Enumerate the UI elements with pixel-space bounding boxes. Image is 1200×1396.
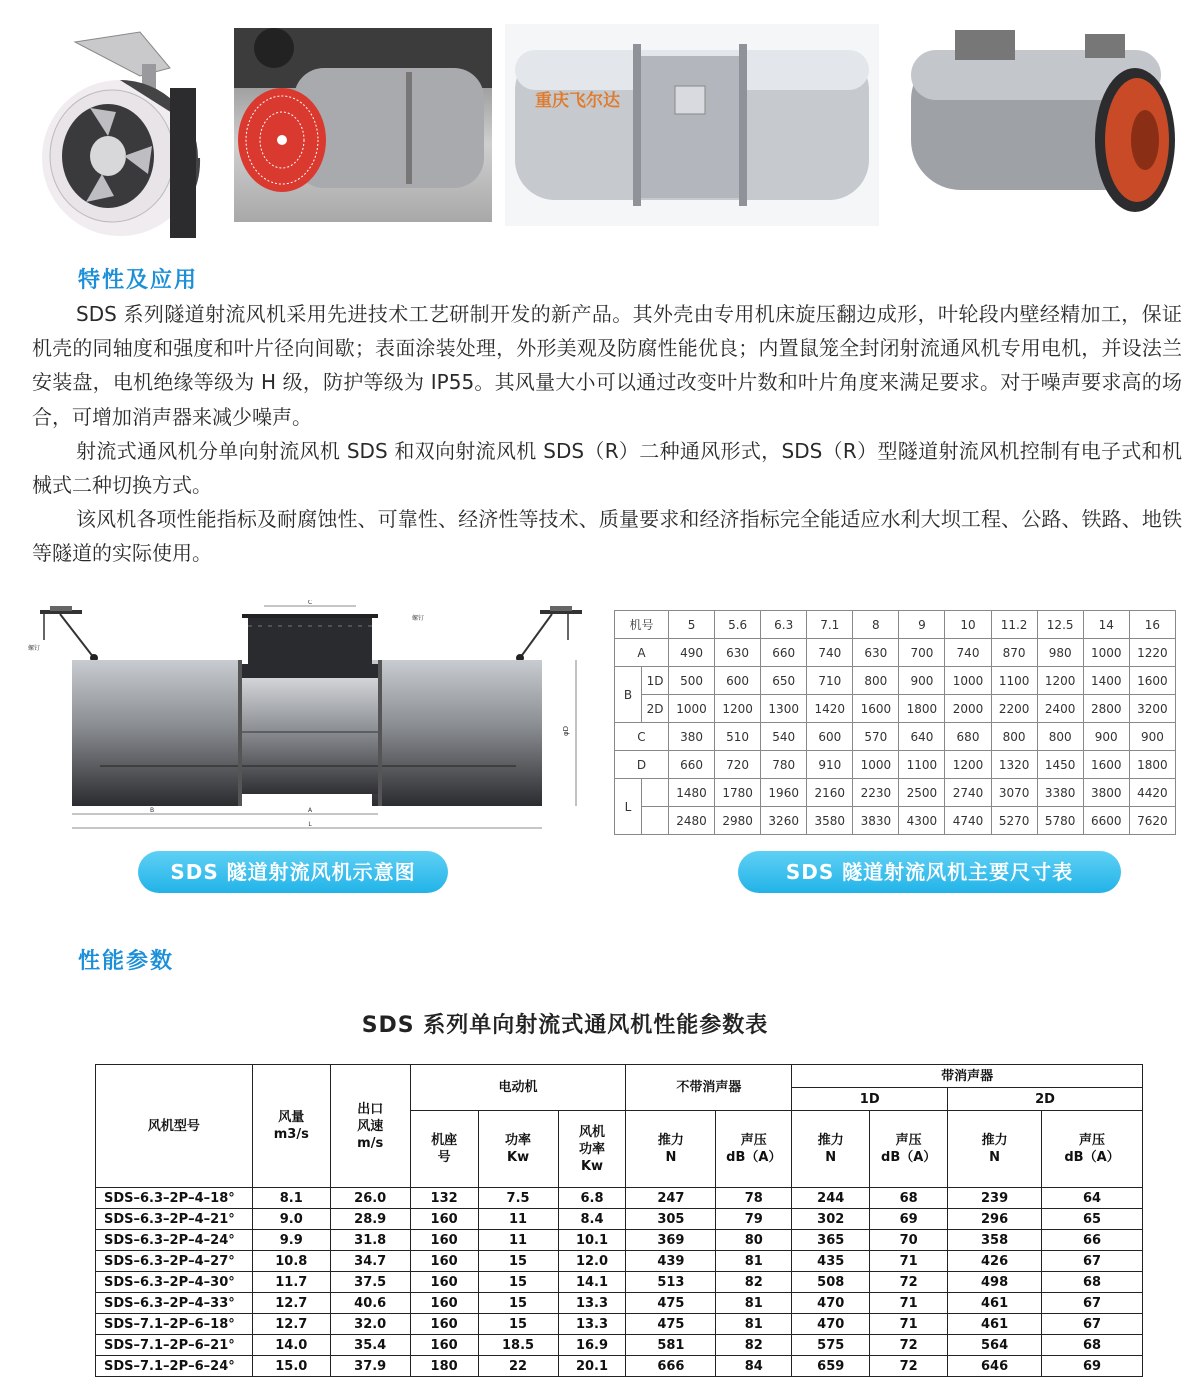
value-cell: 10.8 [252,1251,330,1272]
value-cell: 67 [1042,1314,1143,1335]
dims-cell: 2800 [1083,695,1129,723]
header-thrust: 推力 N [626,1111,716,1188]
dims-cell: 660 [761,639,807,667]
dims-cell: 1100 [899,751,945,779]
value-cell: 15 [478,1251,558,1272]
dims-cell: 740 [807,639,853,667]
value-cell: 513 [626,1272,716,1293]
model-cell: SDS–6.3–2P–4–24° [96,1230,253,1251]
dims-row-a [615,639,1176,667]
model-cell: SDS–6.3–2P–4–30° [96,1272,253,1293]
value-cell: 8.4 [558,1209,626,1230]
value-cell: 508 [792,1272,870,1293]
table-row [96,1293,1143,1314]
model-cell: SDS–6.3–2P–4–21° [96,1209,253,1230]
dims-cell: 2400 [1037,695,1083,723]
intro-paragraph: SDS 系列隧道射流风机采用先进技术工艺研制开发的新产品。其外壳由专用机床旋压翻边成形，叶轮段内壁经精加工，保证机壳的同轴度和强度和叶片径向间歇；表面涂装处理，外形美观及防腐性能优良；内置鼠笼全封闭射流通风机专用电机，并设法兰安装盘，电机绝缘等级为 H 级，防护等级为 IP55。其风量大小可以通过改变叶片数和叶片角度来满足要求。对于噪声要求高的场合，可增加消声器来减少噪声。 [32,302,1182,429]
value-cell: 22 [478,1356,558,1377]
value-cell: 160 [410,1314,478,1335]
dims-header-cell: 6.3 [761,611,807,639]
dims-header-cell: 16 [1129,611,1175,639]
dims-header-cell: 8 [853,611,899,639]
value-cell: 461 [948,1314,1042,1335]
dims-cell: 870 [991,639,1037,667]
value-cell: 68 [870,1188,948,1209]
value-cell: 78 [716,1188,792,1209]
value-cell: 81 [716,1314,792,1335]
value-cell: 82 [716,1272,792,1293]
table-row [96,1209,1143,1230]
dims-cell: 570 [853,723,899,751]
dims-cell: 1000 [1083,639,1129,667]
header-1d: 1D [792,1088,948,1111]
value-cell: 6.8 [558,1188,626,1209]
dims-cell: 1600 [1083,751,1129,779]
performance-table-title: SDS 系列单向射流式通风机性能参数表 [361,1013,769,1038]
dims-cell: 650 [761,667,807,695]
value-cell: 69 [1042,1356,1143,1377]
value-cell: 239 [948,1188,1042,1209]
value-cell: 160 [410,1293,478,1314]
dims-header-cell: 14 [1083,611,1129,639]
dims-cell: 600 [807,723,853,751]
dim-label-b: B [149,807,155,814]
dims-cell: 1000 [669,695,715,723]
value-cell: 160 [410,1335,478,1356]
performance-table [95,1064,1143,1377]
dims-cell: 720 [715,751,761,779]
value-cell: 16.9 [558,1335,626,1356]
value-cell: 247 [626,1188,716,1209]
dims-cell: 540 [761,723,807,751]
value-cell: 581 [626,1335,716,1356]
value-cell: 37.5 [330,1272,410,1293]
dims-cell: 640 [899,723,945,751]
value-cell: 70 [870,1230,948,1251]
brand-text: 重庆飞尔达 [535,91,620,111]
value-cell: 12.7 [252,1293,330,1314]
dims-cell: 2160 [807,779,853,807]
header-flow: 风量 m3/s [252,1065,330,1188]
dims-cell: 1600 [1129,667,1175,695]
dims-row-d [615,751,1176,779]
dims-cell: 3830 [853,807,899,835]
dims-sub-label: 1D [642,667,669,695]
value-cell: 13.3 [558,1314,626,1335]
dims-cell: 4300 [899,807,945,835]
dims-sub-label: 2D [642,695,669,723]
dim-label-a: A [307,807,313,814]
dims-row-b [615,667,1176,695]
value-cell: 439 [626,1251,716,1272]
dims-cell: 380 [669,723,715,751]
header-with-silencer: 带消声器 [792,1065,1143,1088]
dims-cell: 5780 [1037,807,1083,835]
dim-label-d: φD [562,725,570,736]
dims-cell: 1200 [715,695,761,723]
fan-photo-front [20,28,220,238]
value-cell: 15 [478,1272,558,1293]
value-cell: 68 [1042,1272,1143,1293]
dims-sub-label [642,807,669,835]
dims-cell: 3800 [1083,779,1129,807]
note-left: 螺钉 [28,645,41,652]
value-cell: 475 [626,1314,716,1335]
header-spl-2d: 声压 dB（A） [1042,1111,1143,1188]
value-cell: 67 [1042,1293,1143,1314]
caption-schematic: SDS 隧道射流风机示意图 [138,851,448,893]
dims-cell: 1000 [853,751,899,779]
dims-cell: 800 [991,723,1037,751]
dims-cell: 900 [1083,723,1129,751]
dims-cell: 800 [1037,723,1083,751]
value-cell: 575 [792,1335,870,1356]
value-cell: 13.3 [558,1293,626,1314]
header-no-silencer: 不带消声器 [626,1065,792,1111]
model-cell: SDS–7.1–2P–6–21° [96,1335,253,1356]
dims-row-label: C [615,723,669,751]
dims-cell: 1600 [853,695,899,723]
value-cell: 80 [716,1230,792,1251]
header-fan-power: 风机 功率 Kw [558,1111,626,1188]
value-cell: 470 [792,1314,870,1335]
dims-cell: 780 [761,751,807,779]
value-cell: 66 [1042,1230,1143,1251]
dims-cell: 7620 [1129,807,1175,835]
fan-photo-brand [505,24,879,226]
dims-cell: 980 [1037,639,1083,667]
dims-cell: 700 [899,639,945,667]
intro-text [32,297,1182,571]
value-cell: 68 [1042,1335,1143,1356]
value-cell: 64 [1042,1188,1143,1209]
table-row [96,1230,1143,1251]
dims-cell: 1800 [1129,751,1175,779]
dims-cell: 1220 [1129,639,1175,667]
value-cell: 10.1 [558,1230,626,1251]
table-row [96,1356,1143,1377]
dims-cell: 680 [945,723,991,751]
dims-cell: 740 [945,639,991,667]
fan-photo-orange-inner [895,20,1185,220]
dims-cell: 3380 [1037,779,1083,807]
value-cell: 12.7 [252,1314,330,1335]
dims-row-label: L [615,779,642,835]
dims-row-label: A [615,639,669,667]
dims-header-label: 机号 [615,611,669,639]
table-row [96,1188,1143,1209]
value-cell: 15 [478,1293,558,1314]
header-spl: 声压 dB（A） [716,1111,792,1188]
dims-cell: 2500 [899,779,945,807]
value-cell: 40.6 [330,1293,410,1314]
value-cell: 26.0 [330,1188,410,1209]
value-cell: 35.4 [330,1335,410,1356]
value-cell: 72 [870,1356,948,1377]
dims-row-b [615,695,1176,723]
dims-cell: 2200 [991,695,1037,723]
value-cell: 65 [1042,1209,1143,1230]
value-cell: 244 [792,1188,870,1209]
value-cell: 15.0 [252,1356,330,1377]
dims-cell: 490 [669,639,715,667]
value-cell: 79 [716,1209,792,1230]
table-row [96,1272,1143,1293]
dims-cell: 1780 [715,779,761,807]
value-cell: 160 [410,1230,478,1251]
dims-cell: 710 [807,667,853,695]
dims-cell: 600 [715,667,761,695]
value-cell: 31.8 [330,1230,410,1251]
value-cell: 71 [870,1251,948,1272]
value-cell: 365 [792,1230,870,1251]
value-cell: 82 [716,1335,792,1356]
value-cell: 84 [716,1356,792,1377]
dims-header-cell: 9 [899,611,945,639]
value-cell: 9.9 [252,1230,330,1251]
table-row [96,1335,1143,1356]
model-cell: SDS–6.3–2P–4–33° [96,1293,253,1314]
dims-header-cell: 11.2 [991,611,1037,639]
dims-cell: 660 [669,751,715,779]
dims-cell: 1320 [991,751,1037,779]
dims-cell: 900 [899,667,945,695]
dims-cell: 1000 [945,667,991,695]
value-cell: 369 [626,1230,716,1251]
dims-cell: 1400 [1083,667,1129,695]
dims-cell: 1200 [945,751,991,779]
dims-cell: 3260 [761,807,807,835]
dims-cell: 4420 [1129,779,1175,807]
dims-row-label: B [615,667,642,723]
value-cell: 435 [792,1251,870,1272]
value-cell: 18.5 [478,1335,558,1356]
value-cell: 180 [410,1356,478,1377]
value-cell: 11 [478,1230,558,1251]
header-base: 机座 号 [410,1111,478,1188]
dims-cell: 1420 [807,695,853,723]
dim-label-c: C [307,600,313,606]
value-cell: 71 [870,1293,948,1314]
dims-cell: 910 [807,751,853,779]
value-cell: 475 [626,1293,716,1314]
note-top: 螺钉 [412,615,425,622]
value-cell: 15 [478,1314,558,1335]
dims-cell: 1100 [991,667,1037,695]
dims-row-label: D [615,751,669,779]
value-cell: 81 [716,1293,792,1314]
dims-cell: 2230 [853,779,899,807]
value-cell: 71 [870,1314,948,1335]
dims-sub-label [642,779,669,807]
header-spl-1d: 声压 dB（A） [870,1111,948,1188]
dims-cell: 1300 [761,695,807,723]
value-cell: 7.5 [478,1188,558,1209]
value-cell: 305 [626,1209,716,1230]
value-cell: 470 [792,1293,870,1314]
dim-label-l: L [308,821,312,828]
header-speed: 出口 风速 m/s [330,1065,410,1188]
dims-cell: 2980 [715,807,761,835]
fan-photo-red-grille [234,28,492,222]
value-cell: 69 [870,1209,948,1230]
dims-cell: 1450 [1037,751,1083,779]
dims-cell: 2740 [945,779,991,807]
model-cell: SDS–7.1–2P–6–24° [96,1356,253,1377]
dims-cell: 5270 [991,807,1037,835]
value-cell: 9.0 [252,1209,330,1230]
model-cell: SDS–6.3–2P–4–18° [96,1188,253,1209]
value-cell: 34.7 [330,1251,410,1272]
value-cell: 498 [948,1272,1042,1293]
header-motor: 电动机 [410,1065,626,1111]
value-cell: 160 [410,1272,478,1293]
intro-paragraph: 该风机各项性能指标及耐腐蚀性、可靠性、经济性等技术、质量要求和经济指标完全能适应水利大坝工程、公路、铁路、地铁等隧道的实际使用。 [32,507,1182,566]
dims-cell: 2480 [669,807,715,835]
value-cell: 659 [792,1356,870,1377]
header-model: 风机型号 [96,1065,253,1188]
dims-header-cell: 7.1 [807,611,853,639]
value-cell: 14.0 [252,1335,330,1356]
dims-row-l [615,807,1176,835]
dims-cell: 500 [669,667,715,695]
header-2d: 2D [948,1088,1143,1111]
value-cell: 296 [948,1209,1042,1230]
fan-schematic [20,600,590,845]
section-title-features: 特性及应用 [78,268,199,293]
model-cell: SDS–6.3–2P–4–27° [96,1251,253,1272]
dims-cell: 1800 [899,695,945,723]
dims-header-row [615,611,1176,639]
dims-row-l [615,779,1176,807]
header-thrust-2d: 推力 N [948,1111,1042,1188]
dims-cell: 630 [715,639,761,667]
dims-cell: 4740 [945,807,991,835]
dims-cell: 3580 [807,807,853,835]
value-cell: 666 [626,1356,716,1377]
value-cell: 160 [410,1209,478,1230]
value-cell: 32.0 [330,1314,410,1335]
table-row [96,1251,1143,1272]
value-cell: 14.1 [558,1272,626,1293]
value-cell: 72 [870,1272,948,1293]
value-cell: 67 [1042,1251,1143,1272]
dims-cell: 800 [853,667,899,695]
value-cell: 20.1 [558,1356,626,1377]
product-photos [0,0,1200,240]
value-cell: 28.9 [330,1209,410,1230]
caption-dimension-table: SDS 隧道射流风机主要尺寸表 [738,851,1121,893]
value-cell: 37.9 [330,1356,410,1377]
dims-cell: 3200 [1129,695,1175,723]
dims-cell: 1480 [669,779,715,807]
value-cell: 646 [948,1356,1042,1377]
model-cell: SDS–7.1–2P–6–18° [96,1314,253,1335]
value-cell: 564 [948,1335,1042,1356]
dims-header-cell: 10 [945,611,991,639]
value-cell: 12.0 [558,1251,626,1272]
value-cell: 358 [948,1230,1042,1251]
table-row [96,1314,1143,1335]
value-cell: 461 [948,1293,1042,1314]
dims-cell: 510 [715,723,761,751]
dims-cell: 630 [853,639,899,667]
dims-cell: 1200 [1037,667,1083,695]
dims-cell: 900 [1129,723,1175,751]
intro-paragraph: 射流式通风机分单向射流风机 SDS 和双向射流风机 SDS（R）二种通风形式，SDS（R）型隧道射流风机控制有电子式和机械式二种切换方式。 [32,438,1182,498]
value-cell: 426 [948,1251,1042,1272]
section-title-performance: 性能参数 [78,949,175,974]
value-cell: 11 [478,1209,558,1230]
header-thrust-1d: 推力 N [792,1111,870,1188]
dims-cell: 2000 [945,695,991,723]
dims-cell: 6600 [1083,807,1129,835]
dims-header-cell: 5 [669,611,715,639]
value-cell: 11.7 [252,1272,330,1293]
value-cell: 8.1 [252,1188,330,1209]
value-cell: 81 [716,1251,792,1272]
value-cell: 302 [792,1209,870,1230]
dims-header-cell: 12.5 [1037,611,1083,639]
dims-cell: 1960 [761,779,807,807]
value-cell: 160 [410,1251,478,1272]
value-cell: 72 [870,1335,948,1356]
header-power: 功率 Kw [478,1111,558,1188]
dims-row-c [615,723,1176,751]
dims-cell: 3070 [991,779,1037,807]
value-cell: 132 [410,1188,478,1209]
dims-header-cell: 5.6 [715,611,761,639]
dimension-table [614,610,1176,835]
